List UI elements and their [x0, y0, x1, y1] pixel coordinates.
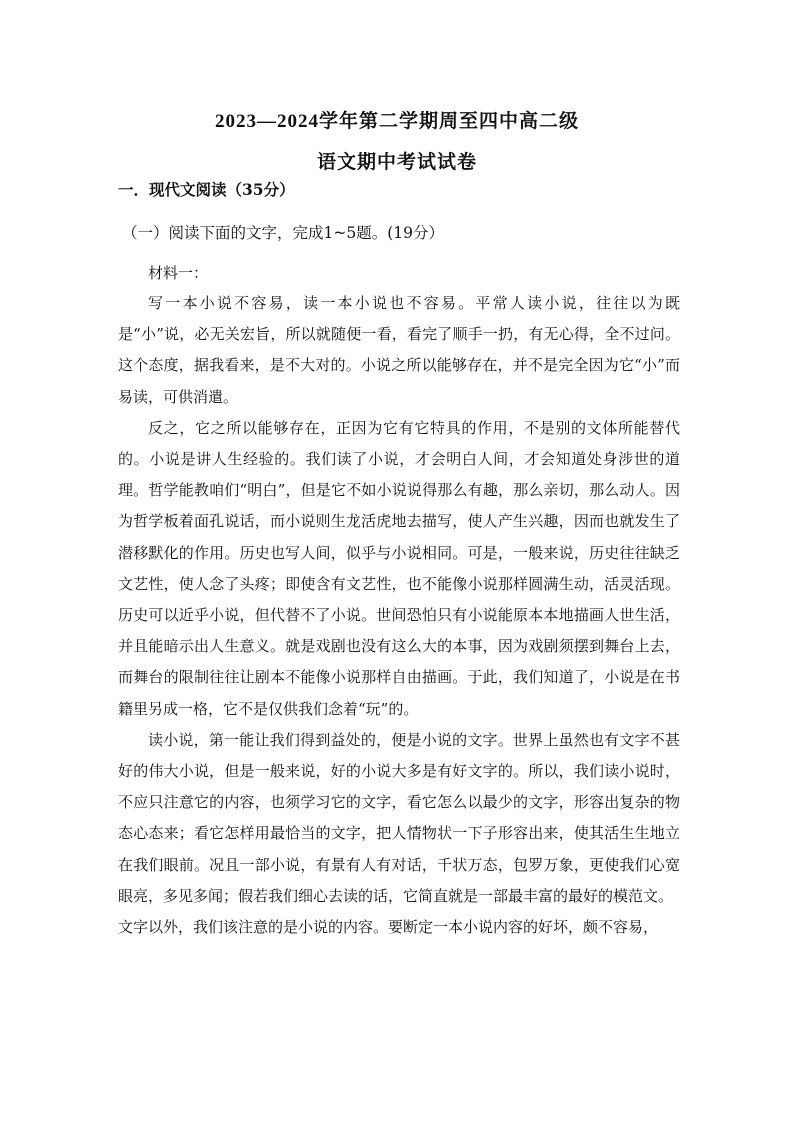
exam-title-line1: 2023—2024学年第二学期周至四中高二级: [214, 111, 579, 132]
passage-paragraph-1: 写一本小说不容易，读一本小说也不容易。平常人读小说，往往以为既是“小”说，必无关宏旨，所以就随便一看，看完了顺手一扔，有无心得，全不过问。这个态度，据我看来，是不大对的。小说之所以能够存在，并不是完全因为它“小”而易读，可供消遣。: [118, 294, 680, 406]
exam-title-line2: 语文期中考试试卷: [316, 152, 477, 173]
reading-passage: [118, 288, 680, 943]
material-label: 材料一：: [148, 264, 209, 282]
passage-paragraph-2: 反之，它之所以能够存在，正因为它有它特具的作用，不是别的文体所能替代的。小说是讲人生经验的。我们读了小说，才会明白人间，才会知道处身涉世的道理。哲学能教咱们“明白”，但是它不如小说说得那么有趣，那么亲切，那么动人。因为哲学板着面孔说话，而小说则生龙活虎地去描写，使人产生兴趣，因而也就发生了潜移默化的作用。历史也写人间，似乎与小说相同。可是，一般来说，历史往往缺乏文艺性，使人念了头疼；即使含有文艺性，也不能像小说那样圆满生动，活灵活现。历史可以近乎小说，但代替不了小说。世间恐怕只有小说能原本本地描画人世生活，并且能暗示出人生意义。就是戏剧也没有这么大的本事，因为戏剧须摆到舞台上去，而舞台的限制往往让剧本不能像小说那样自由描画。于此，我们知道了，小说是在书籍里另成一格，它不是仅供我们念着“玩”的。: [118, 418, 680, 718]
passage-paragraph-4: 文字以外，我们该注意的是小说的内容。要断定一本小说内容的好坏，颇不容易，: [118, 918, 659, 937]
passage-paragraph-3: 读小说，第一能让我们得到益处的，便是小说的文字。世界上虽然也有文字不甚好的伟大小说，但是一般来说，好的小说大多是有好文字的。所以，我们读小说时，不应只注意它的内容，也须学习它的文字，看它怎么以最少的文字，形容出复杂的物态心态来；看它怎样用最恰当的文字，把人情物状一下子形容出来，使其活生生地立在我们眼前。况且一部小说，有景有人有对话，千状万态，包罗万象，更使我们心宽眼亮，多见多闻；假若我们细心去读的话，它简直就是一部最丰富的最好的模范文。: [118, 730, 680, 905]
material-label-block: [118, 258, 680, 289]
question-instruction: （一）阅读下面的文字，完成1~5题。(19分）: [122, 224, 444, 242]
section-heading: 一．现代文阅读（35分）: [118, 180, 295, 199]
